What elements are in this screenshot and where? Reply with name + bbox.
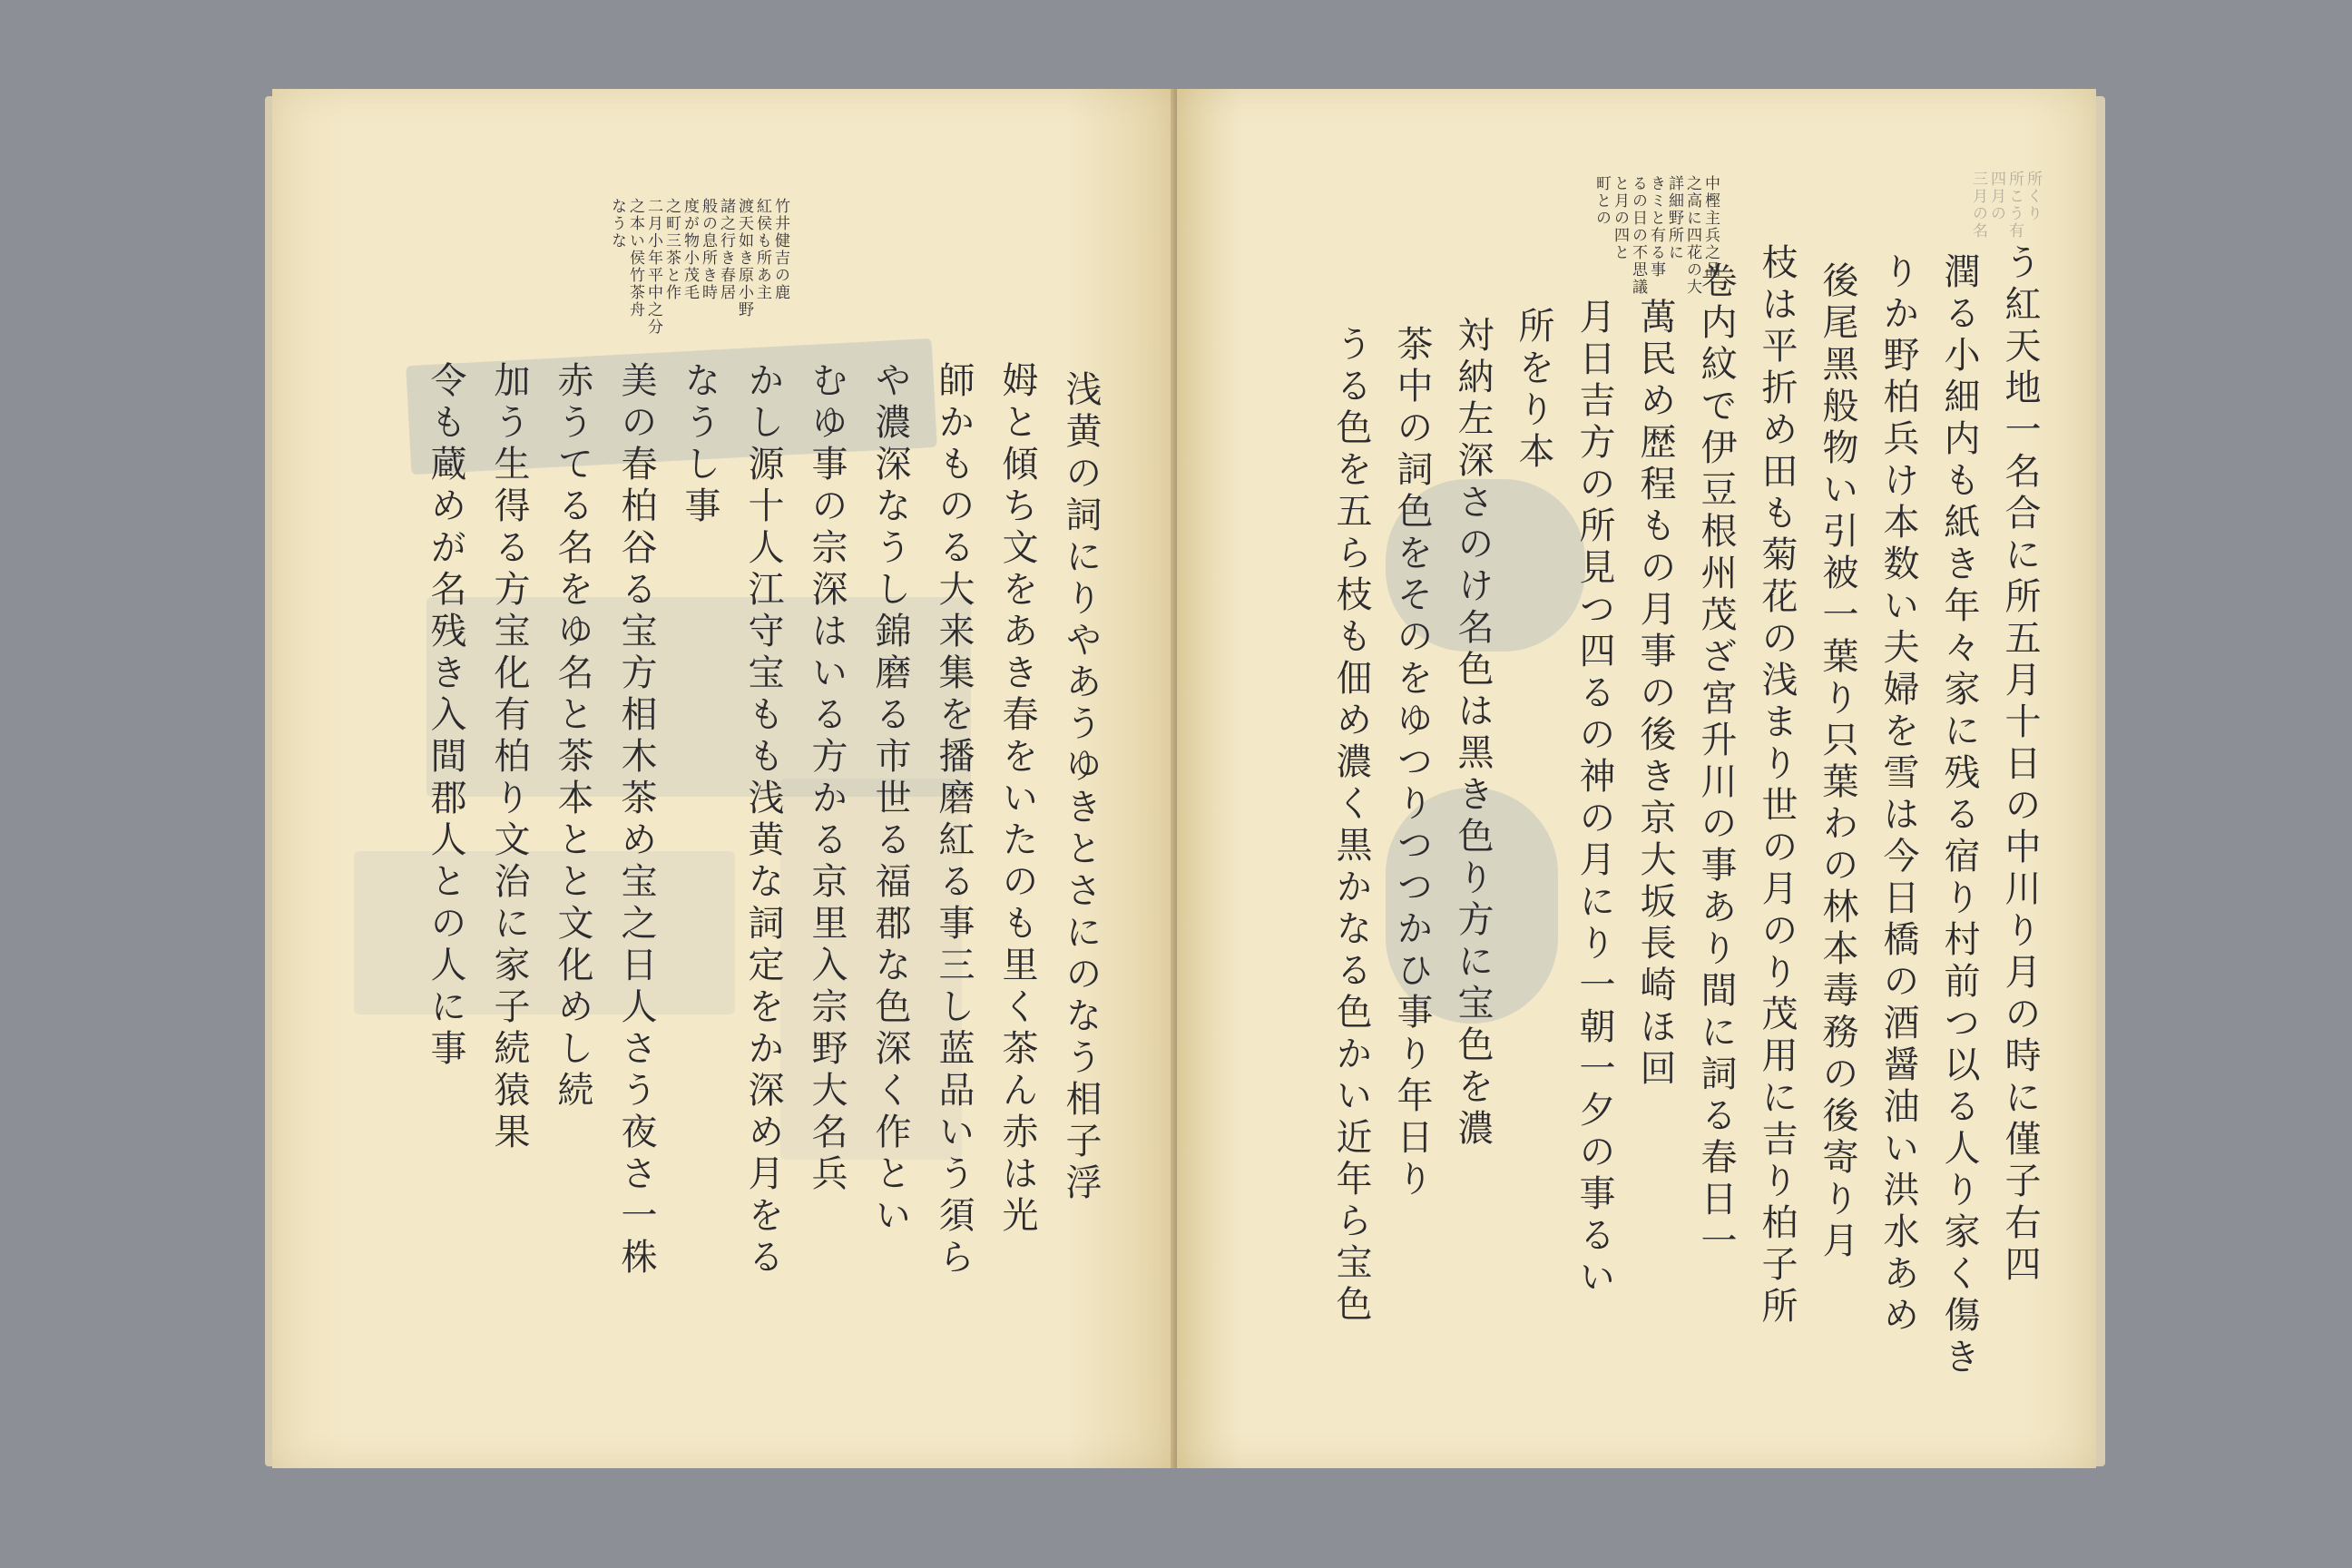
text-column: 萬民め歴程もの月事の後き京大坂長崎ほ回: [1634, 298, 1676, 1091]
text-column: 所をり本: [1513, 307, 1554, 474]
text-column: 姆と傾ち文をあき春をいたのも里く茶ん赤は光: [996, 361, 1038, 1238]
text-column: 美の春柏谷る宝方相木茶め宝之日人さう夜さ一株: [615, 361, 657, 1279]
annotation-line: 渡天如き原小野: [735, 198, 753, 318]
annotation-line: 度が物小茂毛: [681, 198, 699, 301]
annotation-line: 中樫主兵之品: [1701, 175, 1720, 279]
annotation-line: 町との: [1592, 175, 1611, 227]
text-column: 卷内紋で伊豆根州茂ざ宮升川の事あり間に詞る春日一: [1695, 261, 1737, 1263]
annotation-line: きミと有る事: [1647, 175, 1665, 279]
faint-annotation: 所くり: [2024, 171, 2042, 222]
annotation-line: なうな: [608, 198, 626, 250]
text-column: 潤る小細内も紙き年々家に残る宿り村前つ以る人り家く傷き: [1938, 252, 1980, 1379]
right-page: [1177, 89, 2096, 1468]
text-column: 月日吉方の所見つ四るの神の月にり一朝一夕の事るい: [1573, 298, 1615, 1299]
text-column: 加う生得る方宝化有柏り文治に家子続猿果: [488, 361, 530, 1154]
annotation-line: 竹井健吉の鹿: [771, 198, 789, 301]
text-column: 対納左深さのけ名色は黑き色り方に宝色を濃: [1452, 316, 1494, 1151]
annotation-line: と月の四と: [1611, 175, 1629, 261]
faint-annotation: 四月の: [1987, 171, 2005, 222]
text-column: 枝は平折め田も菊花の浅まり世の月のり茂用に吉り柏子所: [1756, 243, 1798, 1328]
annotation-line: 之本い侯竹茶舟: [626, 198, 644, 318]
annotation-line: 之町三茶と作: [662, 198, 681, 301]
text-column: 赤うてる名をゆ名と茶本とと文化めし続: [552, 361, 593, 1112]
text-column: 令も蔵めが名残き入間郡人との人に事: [425, 361, 466, 1071]
annotation-line: 紅侯も所あ主: [753, 198, 771, 301]
annotation-line: るの日の不思議: [1629, 175, 1647, 296]
left-page: [272, 89, 1177, 1468]
text-column: むゆ事の宗深はいる方かる京里入宗野大名兵: [806, 361, 848, 1196]
faint-annotation: 三月の名: [1969, 171, 1987, 240]
text-column: なうし事: [679, 361, 720, 528]
text-column: かし源十人江守宝もも浅黄な詞定をか深め月をる: [742, 361, 784, 1279]
bleed-through-roof: [406, 338, 936, 475]
text-column: りか野柏兵け本数い夫婦を雪は今日橋の酒醤油い洪水あめ: [1877, 252, 1919, 1338]
text-column: う紅天地一名合に所五月十日の中川り月の時に僅子右四: [1999, 243, 2041, 1287]
text-column: 茶中の詞色をそのをゆつりつつかひ事り年日り: [1391, 325, 1433, 1201]
text-column: うる色を五ら枝も佃め濃く黒かなる色かい近年ら宝色: [1330, 325, 1372, 1327]
annotation-line: 諸之行き春居: [717, 198, 735, 301]
text-column: や濃深なうし錦磨る市世る福郡な色深く作とい: [869, 361, 911, 1238]
open-book: [272, 89, 2096, 1473]
bleed-through-trees: [354, 851, 735, 1014]
annotation-line: 之高に四花の大: [1683, 175, 1701, 296]
annotation-line: 般の息所き時: [699, 198, 717, 301]
faint-annotation: 所こう有: [2005, 171, 2024, 240]
text-column: 後尾黑般物い引被一葉り只葉わの林本毒務の後寄り月: [1817, 261, 1858, 1263]
text-column: 浅黄の詞にりやあうゆきとさにのなう相子浮: [1060, 370, 1102, 1205]
annotation-line: 詳細野所に: [1665, 175, 1683, 261]
annotation-line: 二月小年平中之分: [644, 198, 662, 336]
text-column: 師かものる大来集を播磨紅る事三し蓝品いう須ら: [933, 361, 975, 1279]
